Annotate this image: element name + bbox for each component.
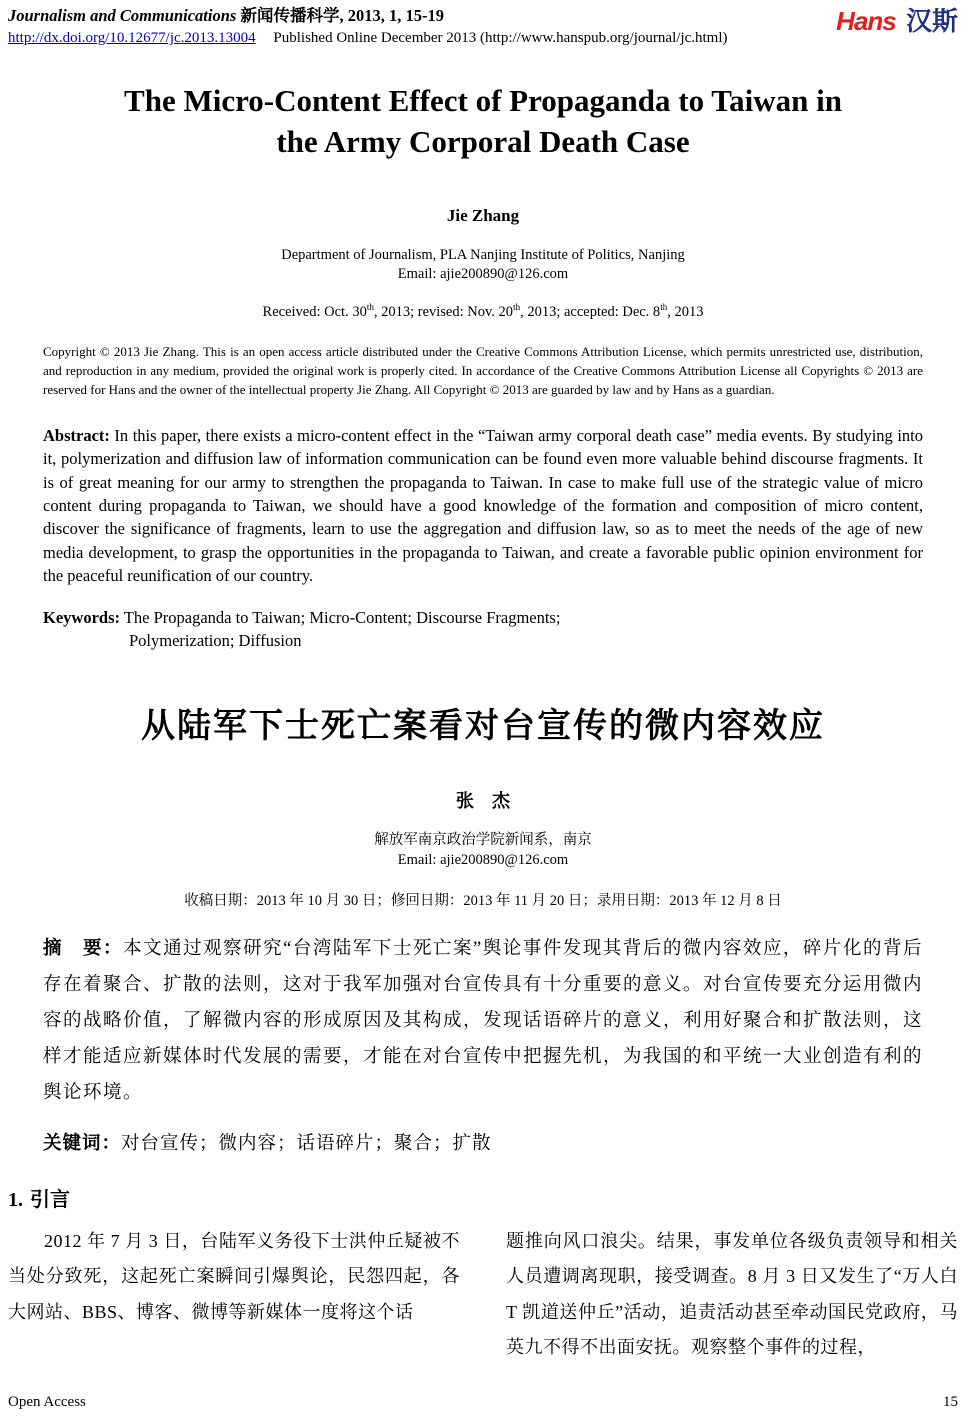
abstract-en <box>43 424 923 588</box>
keywords-label-zh: 关键词： <box>43 1132 122 1154</box>
keywords-en <box>43 606 923 653</box>
journal-title-en: Journalism and Communications <box>8 6 237 25</box>
section-1-title: 引言 <box>30 1189 70 1212</box>
keywords-en-line2: Polymerization; Diffusion <box>129 631 302 651</box>
received-part: Received: Oct. 30 <box>262 304 367 321</box>
keywords-zh <box>43 1129 923 1155</box>
affiliation-en-text: Department of Journalism, PLA Nanjing Institute of Politics, Nanjing <box>281 247 685 264</box>
keywords-text-zh: 对台宣传；微内容；话语碎片；聚合；扩散 <box>121 1134 492 1155</box>
doi-link[interactable]: http://dx.doi.org/10.12677/jc.2013.13004 <box>8 29 256 46</box>
page-footer <box>8 1394 958 1411</box>
article-title-zh: 从陆军下士死亡案看对台宣传的微内容效应 <box>141 707 825 746</box>
author-name-zh: 张 杰 <box>456 791 510 812</box>
abstract-text-en: In this paper, there exists a micro-content effect in the “Taiwan army corporal death case” media events. By studying into it, polymerization and diffusion law of information communication can be found even more valuable behind discourse fragments. It is of great meaning for our army to strengthen the propaganda to Taiwan. In case to make full use of the strategic value of micro content during propaganda to Taiwan, we should have a good knowledge of the formation and composition of micro content, discover the significance of fragments, learn to use the aggregation and diffusion law, so as to meet the needs of the age of new media development, to grasp the opportunities in the propaganda to Taiwan, and create a favorable public opinion environment for the peaceful reunification of our country. <box>43 425 923 586</box>
ordinal-suffix: th <box>366 302 374 313</box>
page-header <box>8 6 958 47</box>
article-title-en <box>8 81 958 163</box>
keywords-label-en: Keywords: <box>43 607 120 627</box>
page-number: 15 <box>943 1394 958 1410</box>
received-dates-en <box>8 304 958 321</box>
article-title-en-line2: the Army Corporal Death Case <box>276 123 690 159</box>
open-access-label: Open Access <box>8 1394 86 1410</box>
received-part: , 2013 <box>667 304 704 321</box>
journal-title <box>8 6 728 27</box>
keywords-text-en: The Propaganda to Taiwan; Micro-Content; Discourse Fragments; <box>120 607 561 627</box>
hans-logo-chinese: 汉斯 <box>905 6 958 36</box>
ordinal-suffix: th <box>513 302 521 313</box>
body-columns <box>8 1224 958 1364</box>
author-email-en: Email: ajie200890@126.com <box>397 266 569 283</box>
abstract-label-zh: 摘 要： <box>43 936 124 958</box>
keywords-en-line1 <box>43 606 923 629</box>
abstract-label-en: Abstract: <box>43 425 110 445</box>
affiliation-zh <box>43 831 923 870</box>
journal-title-zh: 新闻传播科学, 2013, 1, 15-19 <box>240 6 444 25</box>
hans-logo <box>836 6 958 34</box>
section-1-number: 1. <box>8 1189 23 1212</box>
intro-column-right <box>506 1224 958 1364</box>
intro-column-left <box>8 1224 460 1364</box>
copyright-notice: Copyright © 2013 Jie Zhang. This is an open access article distributed under the Creative Commons Attribution License, which permits unrestricted use, distribution, and reproduction in any medium, provided the original work is properly cited. In accordance of the Creative Commons Attribution License all Copyrights © 2013 are reserved for Hans and the owner of the intellectual property Jie Zhang. All Copyright © 2013 are guarded by law and by Hans as a guardian. <box>43 344 923 397</box>
front-matter <box>43 343 923 1155</box>
received-part: , 2013; accepted: Dec. 8 <box>520 304 661 321</box>
article-title-en-line1: The Micro-Content Effect of Propaganda to Taiwan in <box>124 82 842 118</box>
received-part: , 2013; revised: Nov. 20 <box>373 304 514 321</box>
author-name-en: Jie Zhang <box>446 206 520 226</box>
abstract-text-zh: 本文通过观察研究“台湾陆军下士死亡案”舆论事件发现其背后的微内容效应，碎片化的背后存在着聚合、扩散的法则，这对于我军加强对台宣传具有十分重要的意义。对台宣传要充分运用微内容的战略价值，了解微内容的形成原因及其构成，发现话语碎片的意义，利用好聚合和扩散法则，这样才能适应新媒体时代发展的需要，才能在对台宣传中把握先机，为我国的和平统一大业创造有利的舆论环境。 <box>43 938 924 1103</box>
affiliation-en <box>8 246 958 284</box>
ordinal-suffix: th <box>660 302 668 313</box>
intro-paragraph-right: 题推向风口浪尖。结果，事发单位各级负责领导和相关人员遭调离现职，接受调查。8 月 3 日又发生了“万人白 T 凯道送仲丘”活动，追责活动甚至牵动国民党政府，马英九不得不出面安抚。观察整个事件的过程， <box>506 1231 958 1357</box>
hans-logo-latin: Hans <box>836 6 896 36</box>
published-online-text: Published Online December 2013 (http://www.hanspub.org/journal/jc.html) <box>273 29 728 46</box>
affiliation-zh-text: 解放军南京政治学院新闻系，南京 <box>374 832 592 849</box>
abstract-zh <box>43 930 923 1111</box>
author-email-zh: Email: ajie200890@126.com <box>397 852 569 869</box>
intro-paragraph-left: 2012 年 7 月 3 日，台陆军义务役下士洪仲丘疑被不当处分致死，这起死亡案瞬间引爆舆论，民怨四起，各大网站、BBS、博客、微博等新媒体一度将这个话 <box>8 1231 460 1322</box>
received-dates-zh: 收稿日期：2013 年 10 月 30 日；修回日期：2013 年 11 月 20 日；录用日期：2013 年 12 月 8 日 <box>184 892 782 909</box>
section-1-heading <box>8 1183 958 1212</box>
doi-line <box>8 30 728 47</box>
journal-info <box>8 6 728 47</box>
